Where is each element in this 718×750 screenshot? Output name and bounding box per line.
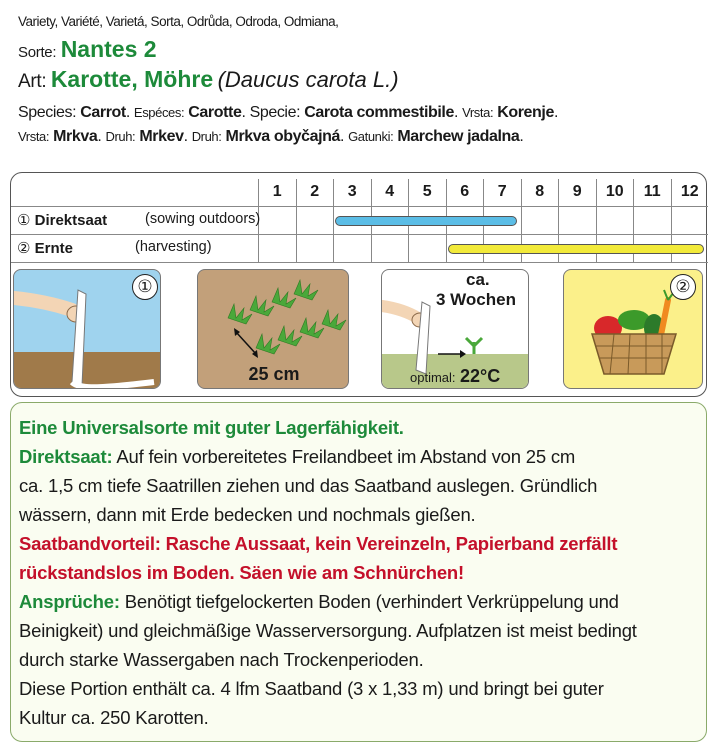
translation-value: Carota commestibile xyxy=(304,104,454,121)
translation-value: Carotte xyxy=(188,104,242,121)
translation-label: Druh: xyxy=(105,129,136,144)
translation-label: Gatunki: xyxy=(348,129,394,144)
requirements-text: Benötigt tiefgelockerten Boden (verhindert Verkrüppelung und xyxy=(119,591,619,612)
translation-label: Species: xyxy=(18,104,77,121)
description-box xyxy=(10,402,707,742)
seed-band-advantage xyxy=(19,529,698,587)
germination-ca: ca. xyxy=(466,270,490,289)
portion-paragraph xyxy=(19,674,698,732)
requirements-text: durch starke Wassergaben nach Trockenperioden. xyxy=(19,649,424,670)
illustration-germination xyxy=(381,269,529,389)
translation-label: Espéces: xyxy=(133,105,185,120)
calendar-row-label: Direktsaat xyxy=(34,212,108,229)
requirements-label: Ansprüche: xyxy=(19,591,120,612)
translation-value: Marchew jadalna xyxy=(397,128,520,145)
latin-name: (Daucus carota L.) xyxy=(217,67,399,92)
advantage-text: Saatbandvorteil: Rasche Aussaat, kein Vereinzeln, Papierband zerfällt xyxy=(19,533,618,554)
translation-row-2: Vrsta: Mrkva. Druh: Mrkev. Druh: Mrkva obyčajná. Gatunki: Marchew jadalna. xyxy=(18,128,524,145)
optimal-label: optimal: xyxy=(410,370,456,385)
direktsaat-paragraph xyxy=(19,442,698,529)
advantage-text: rückstandslos im Boden. Säen wie am Schnürchen! xyxy=(19,562,464,583)
divider xyxy=(11,234,708,235)
translation-label: Druh: xyxy=(191,129,222,144)
month-label: 1 xyxy=(272,183,282,200)
growing-calendar-panel xyxy=(10,172,707,397)
month-label: 12 xyxy=(680,183,699,200)
germination-time: 3 Wochen xyxy=(436,290,516,309)
variety-label: Sorte: xyxy=(18,44,57,61)
species-label: Art: xyxy=(18,71,47,92)
translation-label: Vrsta: xyxy=(462,105,494,120)
illustration-spacing xyxy=(197,269,349,389)
calendar-row-harvest xyxy=(11,235,708,261)
month-label: 2 xyxy=(310,183,320,200)
requirements-paragraph xyxy=(19,587,698,674)
direktsaat-text: wässern, dann mit Erde bedecken und nochmals gießen. xyxy=(19,504,476,525)
step-number-1: ① xyxy=(132,274,158,300)
month-label: 6 xyxy=(460,183,470,200)
month-label: 11 xyxy=(643,183,661,200)
month-label: 7 xyxy=(497,183,507,200)
species-row xyxy=(18,66,399,93)
variety-row xyxy=(18,36,157,63)
requirements-text: Beinigkeit) und gleichmäßige Wasserversorgung. Aufplatzen ist meist bedingt xyxy=(19,620,637,641)
variety-translations-line: Variety, Variété, Varietá, Sorta, Odrůda, Odroda, Odmiana, xyxy=(18,14,339,29)
translation-value: Mrkev xyxy=(139,128,184,145)
temperature-value: 22°C xyxy=(459,366,501,386)
step-number-2: ② xyxy=(670,274,696,300)
divider xyxy=(11,206,708,207)
divider xyxy=(11,262,708,263)
illustration-harvest xyxy=(563,269,703,389)
month-label: 4 xyxy=(385,183,395,200)
direktsaat-label: Direktsaat: xyxy=(19,446,113,467)
illustration-sowing xyxy=(13,269,161,389)
month-label: 5 xyxy=(422,183,432,200)
translation-value: Mrkva xyxy=(53,128,98,145)
month-label: 8 xyxy=(535,183,545,200)
variety-headline: Eine Universalsorte mit guter Lagerfähigkeit. xyxy=(19,417,404,438)
sowing-period-bar xyxy=(335,216,517,226)
direktsaat-text: ca. 1,5 cm tiefe Saatrillen ziehen und das Saatband auslegen. Gründlich xyxy=(19,475,598,496)
month-label: 10 xyxy=(605,183,624,200)
translation-value: Mrkva obyčajná xyxy=(225,128,340,145)
translation-value: Carrot xyxy=(80,104,126,121)
calendar-row-note: (harvesting) xyxy=(135,239,212,255)
optimal-temperature xyxy=(410,366,500,387)
portion-text: Diese Portion enthält ca. 4 lfm Saatband (3 x 1,33 m) und bringt bei guter xyxy=(19,678,604,699)
translation-value: Korenje xyxy=(497,104,554,121)
step-number-2: ② xyxy=(17,240,31,257)
step-number-1: ① xyxy=(17,212,31,229)
variety-name: Nantes 2 xyxy=(60,36,157,62)
month-label: 9 xyxy=(572,183,582,200)
calendar-row-note: (sowing outdoors) xyxy=(145,211,261,227)
month-label: 3 xyxy=(347,183,357,200)
translation-label: Vrsta: xyxy=(18,129,50,144)
species-name: Karotte, Möhre xyxy=(50,66,214,92)
row-spacing-label: 25 cm xyxy=(248,364,300,384)
harvest-period-bar xyxy=(448,244,705,254)
direktsaat-text: Auf fein vorbereitetes Freilandbeet im Abstand von 25 cm xyxy=(112,446,576,467)
translation-label: Specie: xyxy=(249,104,301,121)
translation-row-1: Species: Carrot. Espéces: Carotte. Specie: Carota commestibile. Vrsta: Korenje. xyxy=(18,104,559,121)
calendar-row-label: Ernte xyxy=(34,240,73,257)
month-header-row xyxy=(11,179,708,205)
calendar-row-sowing xyxy=(11,207,708,233)
portion-text: Kultur ca. 250 Karotten. xyxy=(19,707,209,728)
